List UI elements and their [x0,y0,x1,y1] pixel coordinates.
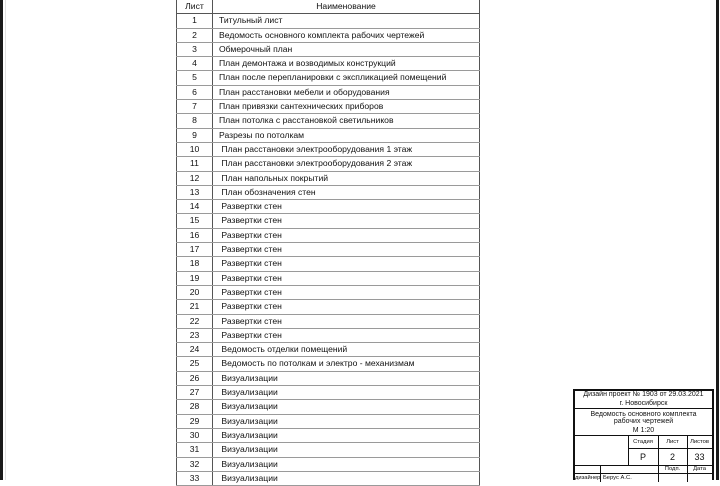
sheet-number: 17 [177,243,213,257]
sheet-number: 16 [177,228,213,242]
sheet-name: План после перепланировки с экспликацией помещений [213,71,480,85]
sheet-number: 27 [177,386,213,400]
table-row [177,443,480,457]
sheet-number: 1 [177,14,213,28]
table-row [177,371,480,385]
title-block-sheet-title [575,409,712,436]
sheet-name: Визуализации [213,457,480,471]
sign-label: Подп. [664,466,681,472]
sheet-title: Ведомость основного комплекта рабочих чертежей [590,411,697,425]
sheet-name: Развертки стен [213,300,480,314]
sheet-name: План расстановки электрооборудования 1 этаж [213,142,480,156]
title-block [573,389,714,480]
sheet-number: 30 [177,428,213,442]
sheet-name: План привязки сантехнических приборов [213,100,480,114]
sheet-name: План расстановки мебели и оборудования [213,85,480,99]
table-row [177,214,480,228]
table-row [177,257,480,271]
sheet-number: 28 [177,400,213,414]
table-row [177,42,480,56]
sheet-number: 32 [177,457,213,471]
sheet-number: 8 [177,114,213,128]
table-row [177,85,480,99]
sheet-number: 19 [177,271,213,285]
table-row [177,171,480,185]
sheet-number: 13 [177,185,213,199]
sheet-scale: М 1:20 [632,427,655,434]
stage-value: Р [639,452,646,462]
sheet-number: 22 [177,314,213,328]
sheet-number: 14 [177,200,213,214]
table-row [177,314,480,328]
sheet-name: Ведомость по потолкам и электро - механизмам [213,357,480,371]
sheet-number: 18 [177,257,213,271]
table-row [177,100,480,114]
sheet-number: 6 [177,85,213,99]
sheet-number: 15 [177,214,213,228]
sheet-name: Развертки стен [213,257,480,271]
sheet-number: 25 [177,357,213,371]
sheet-name: Визуализации [213,443,480,457]
project-city: г. Новосибирск [619,399,668,407]
table-row [177,300,480,314]
sheet-label: Лист [666,439,679,445]
table-row [177,57,480,71]
table-row [177,185,480,199]
table-row [177,328,480,342]
table-row [177,243,480,257]
table-row [177,200,480,214]
table-row [177,386,480,400]
sheet-name: Ведомость основного комплекта рабочих чертежей [213,28,480,42]
table-row [177,343,480,357]
sheet-number: 31 [177,443,213,457]
sheet-name: Развертки стен [213,314,480,328]
sheet-name: Развертки стен [213,243,480,257]
sheet-name: План обозначения стен [213,185,480,199]
table-row [177,28,480,42]
sheet-name: Разрезы по потолкам [213,128,480,142]
table-row [177,285,480,299]
table-row [177,157,480,171]
sheet-name: Развертки стен [213,214,480,228]
table-row [177,71,480,85]
sheet-number: 10 [177,142,213,156]
sheet-number: 3 [177,42,213,56]
sheet-name: Визуализации [213,371,480,385]
sheet-name: Обмерочный план [213,42,480,56]
sheet-number: 21 [177,300,213,314]
table-row [177,128,480,142]
table-row [177,271,480,285]
table-row [177,400,480,414]
table-row [177,114,480,128]
sheet-list-table [176,0,480,486]
sheet-name: Визуализации [213,428,480,442]
sheet-number: 9 [177,128,213,142]
sheet-name: Развертки стен [213,200,480,214]
sheet-name: Визуализации [213,414,480,428]
sheet-name: Развертки стен [213,271,480,285]
sheet-number: 12 [177,171,213,185]
sheet-value: 2 [669,452,675,462]
sheet-number: 23 [177,328,213,342]
sheet-name: Развертки стен [213,328,480,342]
date-label: Дата [693,466,706,472]
table-header-row [177,0,480,14]
designer-name: Берус А.С. [603,475,632,481]
designer-role: дизайнер [575,475,601,481]
sheet-number: 4 [177,57,213,71]
sheet-number: 7 [177,100,213,114]
sheet-number: 5 [177,71,213,85]
sheet-name: План потолка с расстановкой светильников [213,114,480,128]
table-row [177,428,480,442]
sheet-name: План расстановки электрооборудования 2 этаж [213,157,480,171]
sheet-name: Титульный лист [213,14,480,28]
sheet-name: Ведомость отделки помещений [213,343,480,357]
sheet-number: 33 [177,471,213,485]
sheet-name: План демонтажа и возводимых конструкций [213,57,480,71]
drawing-frame-right [716,0,719,480]
sheet-number: 20 [177,285,213,299]
table-row [177,14,480,28]
sheet-name: Развертки стен [213,228,480,242]
sheet-number: 29 [177,414,213,428]
table-row [177,471,480,485]
table-row [177,357,480,371]
sheet-name: Визуализации [213,400,480,414]
table-row [177,228,480,242]
sheet-number: 26 [177,371,213,385]
table-row [177,414,480,428]
project-line: Дизайн проект № 1903 от 29.03.2021 [583,391,704,398]
sheet-number: 11 [177,157,213,171]
sheet-name: Визуализации [213,471,480,485]
drawing-frame-left [0,0,3,480]
sheet-name: Визуализации [213,386,480,400]
sheets-label: Листов [690,439,709,445]
sheets-value: 33 [694,452,705,462]
sheet-name: План напольных покрытий [213,171,480,185]
sheet-name: Развертки стен [213,285,480,299]
table-row [177,457,480,471]
drawing-frame-left-inner [5,0,6,480]
stage-label: Стадия [633,439,653,445]
header-sheet-number: Лист [177,0,213,14]
sheet-number: 24 [177,343,213,357]
table-row [177,142,480,156]
sheet-number: 2 [177,28,213,42]
header-sheet-name: Наименование [213,0,480,14]
title-block-project [575,391,712,409]
